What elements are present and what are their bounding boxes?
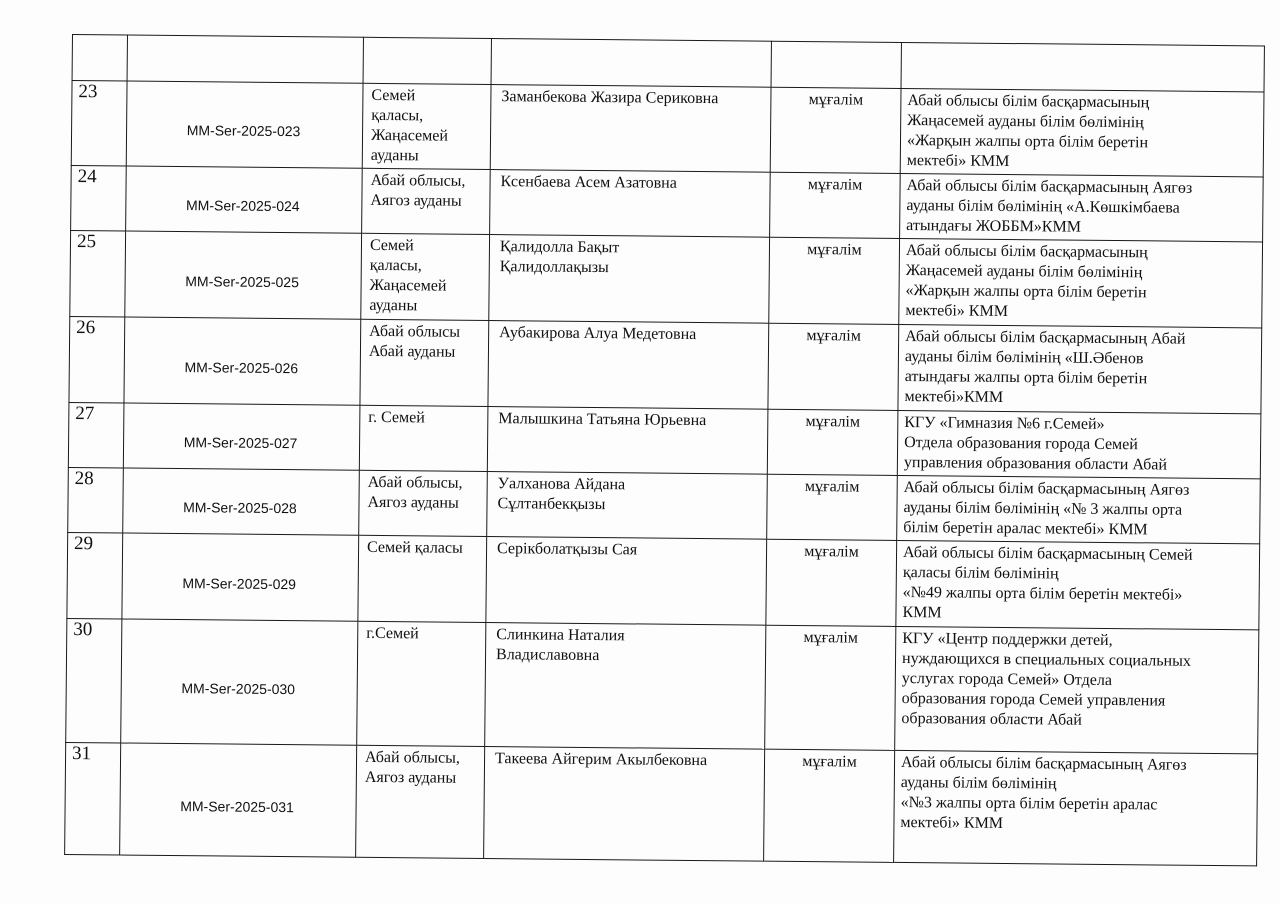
table-row <box>70 230 1263 327</box>
full-name-line: Қалидоллақызы <box>499 258 609 277</box>
organization-line: нуждающихся в специальных социальных <box>901 649 1191 670</box>
organization-line: управления образования области Абай <box>903 454 1168 474</box>
organization-line: образования города Семей управления <box>901 689 1166 710</box>
organization-line: «Жарқын жалпы орта білім беретін <box>906 132 1149 152</box>
name-cell <box>488 321 769 410</box>
certificate-code: MM-Ser-2025-030 <box>181 679 296 697</box>
name-cell <box>485 622 766 749</box>
organization-cell <box>899 238 1263 327</box>
certificate-code: MM-Ser-2025-026 <box>184 358 299 376</box>
header-cell-code <box>127 35 363 83</box>
name-cell <box>484 746 765 861</box>
role-cell <box>768 323 899 410</box>
organization-line: услугах города Семей» Отдела <box>901 669 1113 690</box>
certificate-code-cell <box>120 743 357 857</box>
location-line: Семей қаласы <box>367 538 463 557</box>
organization-line: Абай облысы білім басқармасының <box>905 242 1148 262</box>
full-name-line: Қалидолла Бақыт <box>499 238 620 257</box>
full-name-line: Сұлтанбекқызы <box>497 495 606 514</box>
organization-line: атындағы ЖОББМ»КММ <box>906 217 1082 236</box>
participants-table <box>64 34 1265 866</box>
role-text: мұғалім <box>804 543 859 561</box>
name-cell <box>487 407 768 475</box>
role-text: мұғалім <box>806 327 861 345</box>
table-row <box>67 532 1260 629</box>
role-text: мұғалім <box>805 413 861 431</box>
role-text: мұғалім <box>803 629 859 647</box>
row-number: 26 <box>76 317 96 339</box>
location-line: Аягоз ауданы <box>367 493 459 512</box>
location-line: г. Семей <box>368 408 425 427</box>
certificate-code-cell <box>124 317 361 405</box>
row-number-cell <box>67 532 123 619</box>
certificate-code: MM-Ser-2025-027 <box>183 434 298 452</box>
location-cell <box>359 470 488 536</box>
organization-line: Абай облысы білім басқармасының Абай <box>905 328 1186 348</box>
row-number-cell <box>68 467 124 533</box>
organization-line: Абай облысы білім басқармасының Аягөз <box>900 753 1187 774</box>
certificate-code: MM-Ser-2025-025 <box>185 272 300 290</box>
row-number: 31 <box>71 743 92 765</box>
header-cell-num <box>72 35 127 82</box>
certificate-code: MM-Ser-2025-031 <box>180 797 294 815</box>
row-number: 27 <box>75 403 95 425</box>
location-line: Абай облысы, <box>370 171 466 190</box>
role-cell <box>764 749 895 862</box>
certificate-code-cell <box>123 468 360 535</box>
row-number: 23 <box>78 81 98 103</box>
full-name-line: Аубакирова Алуа Медетовна <box>499 324 697 344</box>
row-number: 28 <box>74 468 94 490</box>
role-text: мұғалім <box>802 753 857 771</box>
row-number: 25 <box>76 231 97 253</box>
role-text: мұғалім <box>808 91 864 109</box>
row-number-cell <box>66 618 122 743</box>
table-row <box>71 165 1264 241</box>
table-row <box>71 81 1264 177</box>
organization-line: образования области Абай <box>901 709 1082 729</box>
organization-line: Абай облысы білім басқармасының <box>907 92 1150 112</box>
location-line: қаласы, <box>369 256 422 275</box>
location-cell <box>362 83 491 169</box>
role-text: мұғалім <box>804 478 860 496</box>
full-name-line: Такеева Айгерим Акылбековна <box>494 750 708 770</box>
location-line: Аягоз ауданы <box>364 768 457 787</box>
organization-line: ауданы білім бөлімінің «Ш.Әбенов <box>904 348 1144 368</box>
certificate-code-cell <box>126 81 363 168</box>
organization-line: ауданы білім бөлімінің «А.Көшкімбаева <box>906 197 1180 217</box>
certificate-code: MM-Ser-2025-023 <box>186 122 301 140</box>
full-name-line: Слинкина Наталия <box>496 626 625 645</box>
location-cell <box>357 621 486 746</box>
location-line: ауданы <box>370 146 419 165</box>
organization-line: ауданы білім бөлімінің <box>900 773 1057 793</box>
header-cell-location <box>363 37 491 84</box>
table-row <box>69 316 1262 413</box>
location-line: Семей <box>371 86 416 105</box>
organization-line: атындағы жалпы орта білім беретін <box>904 368 1148 388</box>
organization-cell <box>895 626 1259 753</box>
location-line: Абай облысы <box>369 322 461 341</box>
certificate-code-cell <box>121 619 358 745</box>
location-line: Аягоз ауданы <box>370 191 462 210</box>
organization-cell <box>900 173 1264 241</box>
location-cell <box>359 405 488 471</box>
location-line: Семей <box>369 236 414 255</box>
organization-line: Абай облысы білім басқармасының Аягөз <box>906 177 1193 197</box>
role-cell <box>767 409 898 475</box>
organization-line: білім беретін аралас мектебі» КММ <box>903 519 1148 539</box>
row-number-cell <box>70 230 126 317</box>
organization-line: Жаңасемей ауданы білім бөлімінің <box>907 112 1144 132</box>
organization-cell <box>897 475 1261 543</box>
name-cell <box>490 170 771 238</box>
full-name-line: Ксенбаева Асем Азатовна <box>500 173 677 192</box>
organization-line: мектебі» КММ <box>906 152 1010 171</box>
location-line: ауданы <box>369 296 418 315</box>
role-text: мұғалім <box>807 176 863 194</box>
full-name-line: Владиславовна <box>495 646 600 665</box>
full-name-line: Заманбекова Жазира Сериковна <box>501 88 719 108</box>
row-number: 24 <box>77 166 97 188</box>
header-cell-organization <box>901 42 1264 91</box>
role-cell <box>770 87 901 173</box>
name-cell <box>489 235 770 324</box>
role-cell <box>770 172 901 238</box>
organization-cell <box>897 410 1261 478</box>
header-cell-name <box>491 39 771 88</box>
row-number-cell <box>69 316 125 403</box>
name-cell <box>490 85 771 173</box>
location-cell <box>356 745 485 858</box>
full-name-line: Уалханова Айдана <box>497 475 626 494</box>
organization-line: КГУ «Гимназия №6 г.Семей» <box>904 414 1105 433</box>
certificate-code-cell <box>122 533 359 621</box>
organization-line: «Жарқын жалпы орта білім беретін <box>905 282 1147 302</box>
row-number-cell <box>68 402 124 468</box>
location-line: қаласы, <box>371 106 424 125</box>
role-cell <box>769 237 900 324</box>
organization-line: КММ <box>902 603 942 622</box>
location-cell <box>362 168 491 234</box>
organization-line: мектебі» КММ <box>900 813 1004 832</box>
row-number-cell <box>71 165 127 231</box>
organization-cell <box>900 88 1264 176</box>
header-cell-role <box>771 41 901 88</box>
location-line: Жаңасемей <box>369 276 447 295</box>
organization-line: «№3 жалпы орта білім беретін аралас <box>900 793 1158 814</box>
organization-cell <box>898 324 1262 413</box>
organization-line: Отдела образования города Семей <box>904 434 1138 454</box>
organization-line: Абай облысы білім басқармасының Аягөз <box>903 479 1190 499</box>
table-row <box>68 402 1261 478</box>
full-name-line: Малышкина Татьяна Юрьевна <box>498 410 707 430</box>
scanned-table-area <box>64 34 1264 857</box>
location-cell <box>360 319 489 406</box>
role-cell <box>767 474 898 540</box>
row-number: 30 <box>73 619 93 641</box>
organization-line: мектебі»КММ <box>904 388 1004 406</box>
table-body <box>65 35 1265 866</box>
organization-cell <box>896 540 1260 629</box>
role-cell <box>766 539 897 626</box>
organization-line: КГУ «Центр поддержки детей, <box>902 629 1113 650</box>
table-row <box>65 742 1258 865</box>
location-cell <box>361 233 490 320</box>
role-text: мұғалім <box>807 241 862 259</box>
certificate-code-cell <box>125 231 362 319</box>
full-name-line: Серікболатқызы Сая <box>496 540 638 559</box>
certificate-code: MM-Ser-2025-029 <box>182 574 297 592</box>
organization-line: қаласы білім бөлімінің <box>902 564 1059 583</box>
table-row <box>68 467 1261 543</box>
row-number: 29 <box>74 533 94 555</box>
table-row <box>66 618 1259 753</box>
organization-line: Абай облысы білім басқармасының Семей <box>902 544 1193 564</box>
organization-line: Жаңасемей ауданы білім бөлімінің <box>905 262 1143 282</box>
location-line: Жаңасемей <box>370 126 449 145</box>
certificate-code-cell <box>123 403 360 470</box>
location-line: Абай ауданы <box>368 342 456 361</box>
role-cell <box>765 625 896 750</box>
location-line: Абай облысы, <box>364 748 461 767</box>
organization-line: «№49 жалпы орта білім беретін мектебі» <box>902 583 1183 604</box>
certificate-code: MM-Ser-2025-028 <box>183 499 297 517</box>
certificate-code-cell <box>126 166 363 233</box>
organization-line: мектебі» КММ <box>905 302 1009 320</box>
location-line: г.Семей <box>366 624 419 643</box>
organization-line: ауданы білім бөлімінің «№ 3 жалпы орта <box>903 499 1183 519</box>
certificate-code: MM-Ser-2025-024 <box>185 197 300 215</box>
row-number-cell <box>71 81 127 167</box>
name-cell <box>487 472 768 540</box>
location-cell <box>358 535 487 622</box>
location-line: Абай облысы, <box>367 473 463 492</box>
name-cell <box>486 537 767 626</box>
organization-cell <box>894 750 1258 865</box>
row-number-cell <box>65 742 121 855</box>
